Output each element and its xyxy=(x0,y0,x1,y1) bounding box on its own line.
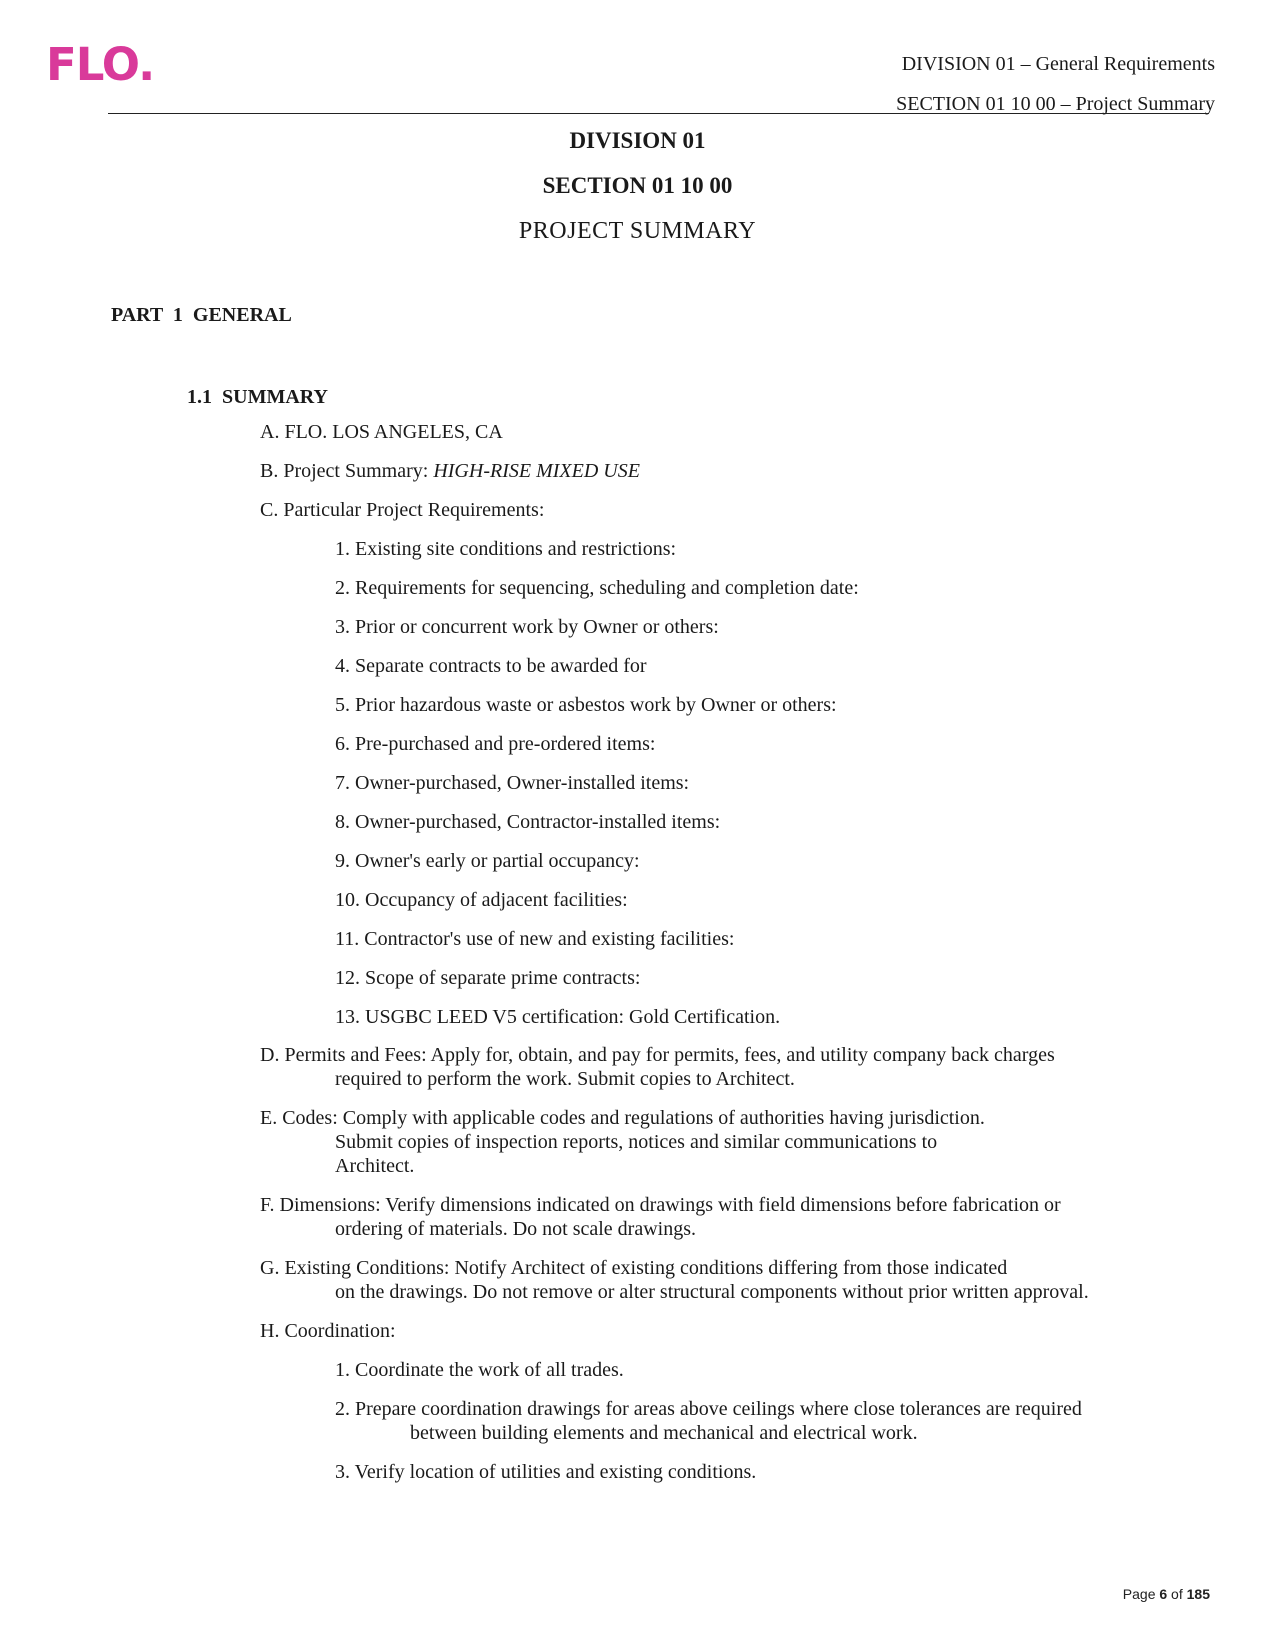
item-d-line1: D. Permits and Fees: Apply for, obtain, and pay for permits, fees, and utility company back charges xyxy=(260,1044,1055,1066)
list-item: 1. Coordinate the work of all trades. xyxy=(335,1359,624,1381)
item-f xyxy=(260,1193,1061,1241)
list-item: 2. Requirements for sequencing, scheduling and completion date: xyxy=(335,577,859,599)
list-item: 11. Contractor's use of new and existing facilities: xyxy=(335,928,735,950)
header-section: SECTION 01 10 00 – Project Summary xyxy=(896,93,1215,115)
flo-logo xyxy=(46,40,154,90)
item-h: H. Coordination: xyxy=(260,1320,396,1342)
title-division: DIVISION 01 xyxy=(569,128,706,153)
list-item: 4. Separate contracts to be awarded for xyxy=(335,655,647,677)
header-division: DIVISION 01 – General Requirements xyxy=(901,53,1215,75)
item-d xyxy=(260,1043,1055,1091)
item-b xyxy=(260,459,640,483)
title-name: PROJECT SUMMARY xyxy=(518,218,757,244)
title-section: SECTION 01 10 00 xyxy=(542,173,733,198)
item-f-line2: ordering of materials. Do not scale drawings. xyxy=(335,1218,697,1240)
item-e-line1: E. Codes: Comply with applicable codes and regulations of authorities having jurisdiction. xyxy=(260,1107,985,1129)
list-item: 3. Prior or concurrent work by Owner or others: xyxy=(335,616,719,638)
list-item: 12. Scope of separate prime contracts: xyxy=(335,967,641,989)
item-h2-line1: 2. Prepare coordination drawings for areas above ceilings where close tolerances are required xyxy=(335,1398,1082,1420)
list-item: 3. Verify location of utilities and existing conditions. xyxy=(335,1461,757,1483)
list-item: 7. Owner-purchased, Owner-installed items: xyxy=(335,772,690,794)
list-item xyxy=(335,1397,1082,1445)
item-f-line1: F. Dimensions: Verify dimensions indicated on drawings with field dimensions before fabrication or xyxy=(260,1194,1061,1216)
item-d-line2: required to perform the work. Submit copies to Architect. xyxy=(335,1068,795,1090)
item-h2-line2: between building elements and mechanical and electrical work. xyxy=(410,1422,918,1444)
item-a: A. FLO. LOS ANGELES, CA xyxy=(260,421,503,443)
list-item: 6. Pre-purchased and pre-ordered items: xyxy=(335,733,656,755)
article-heading: 1.1 SUMMARY xyxy=(187,386,328,408)
item-e xyxy=(260,1106,985,1178)
list-item: 5. Prior hazardous waste or asbestos work by Owner or others: xyxy=(335,694,837,716)
running-header xyxy=(896,44,1215,124)
list-item: 9. Owner's early or partial occupancy: xyxy=(335,850,640,872)
page-of: of xyxy=(1167,1586,1187,1602)
header-divider xyxy=(108,113,1209,114)
list-item: 10. Occupancy of adjacent facilities: xyxy=(335,889,628,911)
page-number xyxy=(1123,1586,1210,1602)
item-b-value: HIGH-RISE MIXED USE xyxy=(433,460,640,482)
item-g-line1: G. Existing Conditions: Notify Architect of existing conditions differing from those indicated xyxy=(260,1257,1008,1279)
list-item: 13. USGBC LEED V5 certification: Gold Certification. xyxy=(335,1006,781,1028)
part-heading: PART 1 GENERAL xyxy=(111,304,292,326)
item-c: C. Particular Project Requirements: xyxy=(260,499,545,521)
item-g-line2: on the drawings. Do not remove or alter structural components without prior written approval. xyxy=(335,1281,1089,1303)
page-total: 185 xyxy=(1186,1586,1210,1602)
list-item: 8. Owner-purchased, Contractor-installed items: xyxy=(335,811,721,833)
item-g xyxy=(260,1256,1089,1304)
page-prefix: Page xyxy=(1122,1586,1160,1602)
page-current: 6 xyxy=(1159,1586,1168,1602)
logo-text: FLO. xyxy=(46,38,155,91)
list-item: 1. Existing site conditions and restrictions: xyxy=(335,538,677,560)
item-b-label: B. Project Summary: xyxy=(260,460,434,482)
item-e-line3: Architect. xyxy=(335,1155,415,1177)
item-e-line2: Submit copies of inspection reports, notices and similar communications to xyxy=(335,1131,938,1153)
